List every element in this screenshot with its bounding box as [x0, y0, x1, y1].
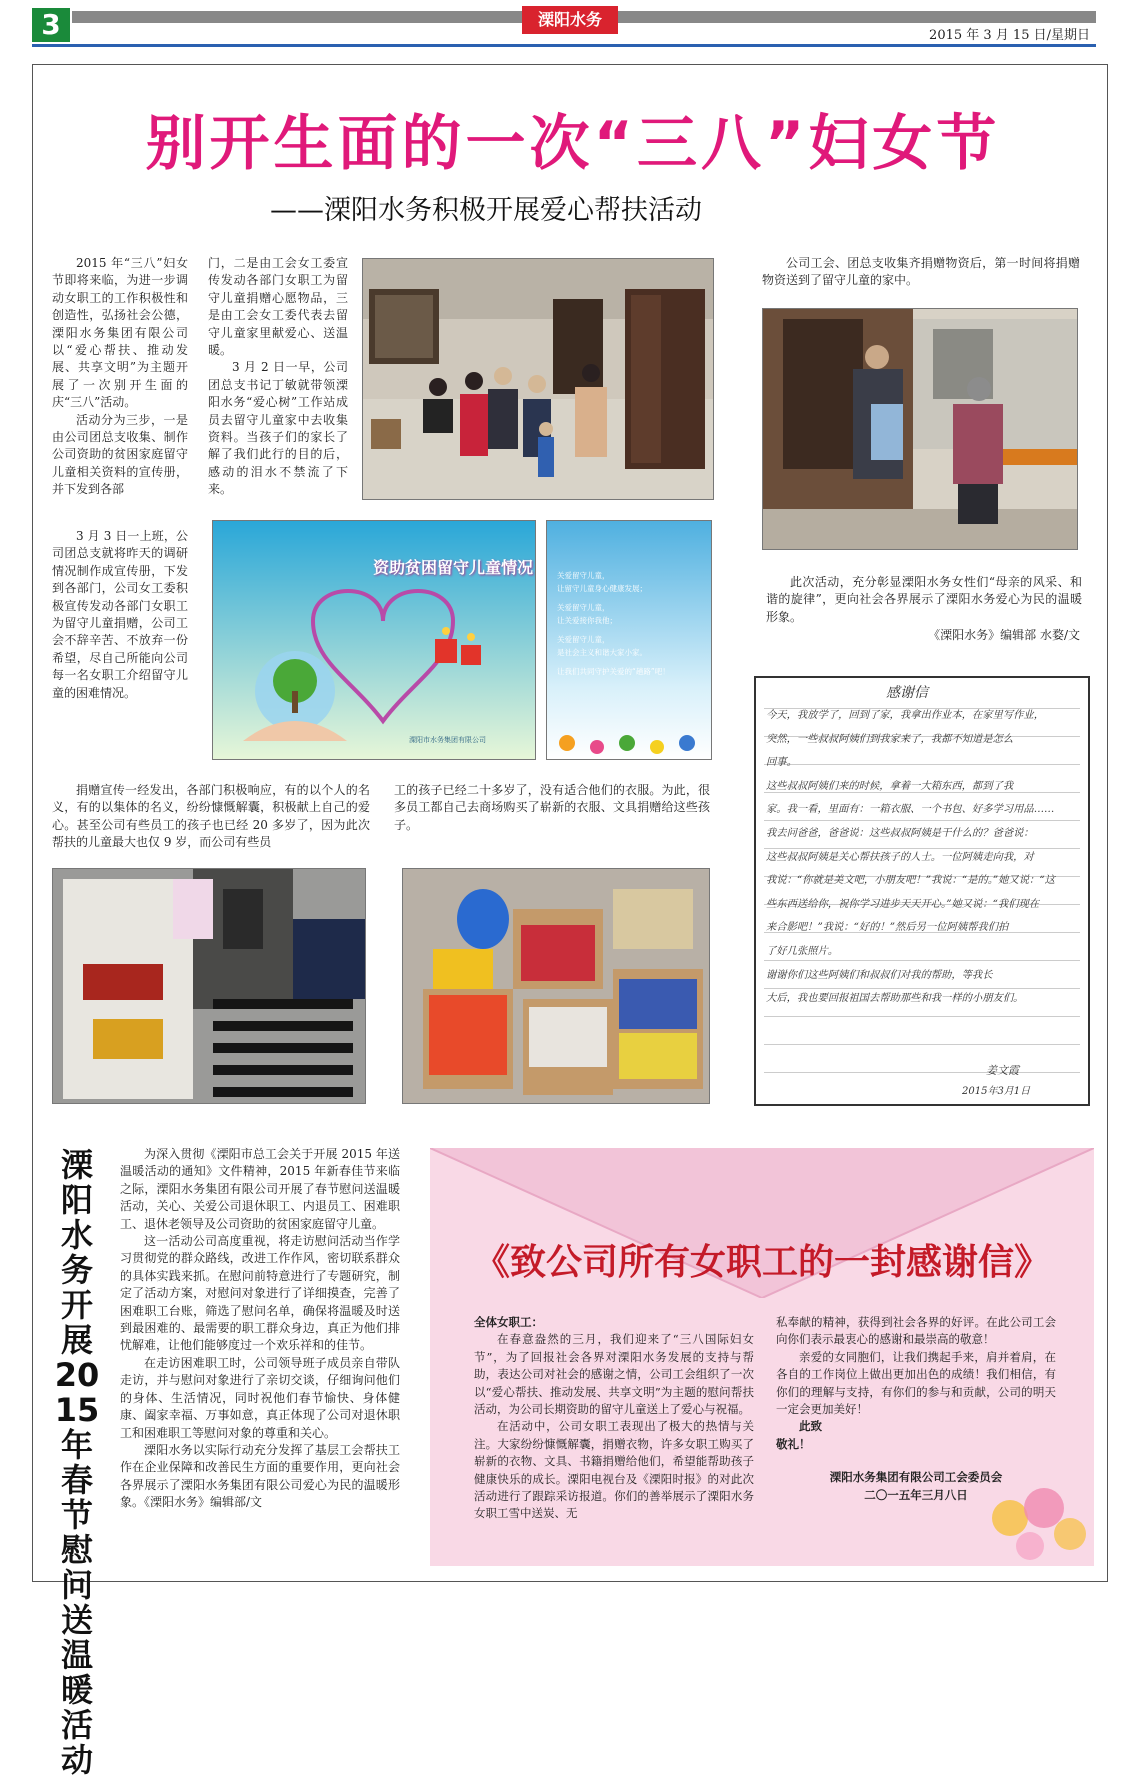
- poem-line: 关爱留守儿童，: [557, 635, 610, 644]
- letter-line: 今天，我放学了，回到了家，我拿出作业本，在家里写作业，: [766, 709, 1045, 721]
- article-mid-right: [394, 782, 710, 834]
- letter-line: 了好几张照片。: [766, 944, 839, 957]
- article-column-3: [52, 528, 188, 702]
- header-divider: [32, 44, 1096, 47]
- letter-line: 回事。: [766, 756, 797, 769]
- article-subtitle: ——溧阳水务积极开展爱心帮扶活动: [270, 195, 702, 226]
- letter-line: 突然，一些叔叔阿姨们到我家来了，我都不知道是怎么: [766, 732, 1014, 745]
- poem-line: 让关爱接你我他；: [557, 616, 617, 625]
- letter-line: 我去问爸爸，爸爸说：这些叔叔阿姨是干什么的？爸爸说：: [766, 826, 1034, 839]
- poem-line: 关爱留守儿童，: [557, 603, 610, 612]
- letter-line: 谢谢你们这些阿姨们和叔叔们对我的帮助，等我长: [766, 968, 993, 981]
- photo-donated-supplies: [402, 868, 710, 1104]
- paragraph: 在活动中，公司女职工表现出了极大的热情与关注。大家纷纷慷慨解囊，捐赠衣物，许多女职工购买了崭新的衣物、文具、书籍捐赠给他们，希望能帮助孩子健康快乐的成长。溧阳电视台及《溧阳时报》的对此次活动进行了跟踪采访报道。你们的善举展示了溧阳水务女职工雪中送炭、无: [474, 1419, 754, 1521]
- letter-signature: 姜文霞: [986, 1064, 1019, 1077]
- article-column-1: [52, 255, 188, 499]
- thank-letter-date: 二〇一五年三月八日: [864, 1487, 968, 1502]
- page-number: 3: [32, 8, 70, 42]
- article-byline: 《溧阳水务》编辑部 水婺/文: [928, 628, 1080, 642]
- thank-letter-right-column: [776, 1314, 1056, 1504]
- paragraph: 私奉献的精神，获得到社会各界的好评。在此公司工会向你们表示最衷心的感谢和最崇高的敬意！: [776, 1315, 1056, 1347]
- article-column-2: [208, 255, 348, 499]
- paragraph: 活动分为三步，一是由公司团总支收集、制作公司资助的贫困家庭留守儿童相关资料的宣传册，并下发到各部: [52, 412, 188, 497]
- article-right-closing: [766, 574, 1082, 626]
- brochure-poem: [557, 569, 707, 678]
- letter-line: 我说：“你就是美文吧，小朋友吧！”我说：“是的。”她又说：“这: [766, 874, 1055, 887]
- paragraph: 此次活动，充分彰显溧阳水务女性们“母亲的风采、和谐的旋律”，更向社会各界展示了溧阳水务爱心为民的温暖形象。: [766, 575, 1082, 624]
- letter-date: 2015年3月1日: [962, 1086, 1031, 1097]
- thank-letter-title: 《致公司所有女职工的一封感谢信》: [473, 1242, 1050, 1283]
- brochure-publisher: 溧阳市水务集团有限公司: [409, 736, 486, 744]
- thank-letter-closing-1: 此致: [799, 1419, 822, 1434]
- poem-line: 让留守儿童身心健康发展；: [557, 584, 647, 593]
- thank-letter-salutation: 全体女职工：: [474, 1315, 543, 1329]
- photo-group-at-house: [362, 258, 714, 500]
- paragraph: 工的孩子已经二十多岁了，没有适合他们的衣服。为此，很多员工都自己去商场购买了崭新的衣服、文具捐赠给这些孩子。: [394, 783, 710, 832]
- poem-line: 关爱留守儿童，: [557, 571, 610, 580]
- paragraph: 在走访困难职工时，公司领导班子成员亲自带队走访，并与慰问对象进行了亲切交谈，仔细询问他们的身体、生活情况，同时祝他们春节愉快、身体健康、阖家幸福、万事如意，真正体现了公司对退休职工和困难职工等慰问对象的尊重和关心。: [120, 1355, 400, 1440]
- photo-elderly-receiving-gifts: [762, 308, 1078, 550]
- letter-body: [766, 704, 1080, 1011]
- letter-line: 来合影吧！”我说：“好的！”然后另一位阿姨帮我们拍: [766, 921, 1009, 934]
- paragraph: 门，二是由工会女工委宣传发动各部门女职工为留守儿童捐赠心愿物品，三是由工会女工委代表去留守儿童家里献爱心、送温暖。: [208, 256, 348, 358]
- paragraph: 3 月 2 日一早，公司团总支书记丁敏就带领溧阳水务“爱心树”工作站成员去留守儿童家中去收集资料。当孩子们的家长了解了我们此行的目的后，感动的泪水不禁流了下来。: [208, 360, 348, 497]
- spring-festival-body: [120, 1146, 400, 1512]
- paragraph: 公司工会、团总支收集齐捐赠物资后，第一时间将捐赠物资送到了留守儿童的家中。: [762, 256, 1080, 288]
- paragraph: 3 月 3 日一上班，公司团总支就将昨天的调研情况制作成宣传册，下发到各部门，公司女工委积极宣传发动各部门女职工为留守儿童捐赠，公司工会不辞辛苦、不放弃一份希望，尽自己所能向公司每一名女职工介绍留守儿童的困难情况。: [52, 529, 188, 700]
- letter-line: 家。我一看，里面有：一箱衣服、一个书包、好多学习用品……: [766, 803, 1055, 816]
- article-title: 别开生面的一次“三八”妇女节: [145, 109, 1001, 179]
- masthead: 溧阳水务: [522, 6, 618, 34]
- letter-line: 些东西送给你，祝你学习进步天天开心。”她又说：“我们现在: [766, 897, 1040, 910]
- issue-date: 2015 年 3 月 15 日/星期日: [929, 28, 1090, 43]
- photo-donated-clothes: [52, 868, 366, 1104]
- paragraph: 溧阳水务以实际行动充分发挥了基层工会帮扶工作在企业保障和改善民生方面的重要作用，更向社会各界展示了溧阳水务集团有限公司爱心为民的温暖形象。《溧阳水务》编辑部/文: [120, 1442, 400, 1510]
- thank-letter-signatory: 溧阳水务集团有限公司工会委员会: [829, 1470, 1003, 1485]
- brochure-cover: [212, 520, 536, 760]
- handwritten-thank-you-letter: [754, 676, 1090, 1106]
- letter-line: 这些叔叔阿姨是关心帮扶孩子的人士。一位阿姨走向我，对: [766, 850, 1034, 863]
- thank-letter-closing-2: 敬礼！: [776, 1436, 811, 1451]
- poem-line: 让我们共同守护关爱的“趟路”吧！: [557, 667, 670, 676]
- poem-line: 是社会主义和谐大家小家。: [557, 648, 647, 657]
- letter-heading: 感谢信: [886, 685, 928, 701]
- paragraph: 亲爱的女同胞们，让我们携起手来，肩并着肩，在各自的工作岗位上做出更加出色的成绩！我们相信，有你们的理解与支持，有你们的参与和贡献，公司的明天一定会更加美好！: [776, 1349, 1056, 1417]
- paragraph: 为深入贯彻《溧阳市总工会关于开展 2015 年送温暖活动的通知》文件精神，2015 年新春佳节来临之际，溧阳水务集团有限公司开展了春节慰问送温暖活动，关心、关爱公司退休职工、内退员工、困难职工、退休老领导及公司资助的贫困家庭留守儿童。: [120, 1147, 400, 1231]
- article-mid-left: [52, 782, 370, 852]
- brochure-title: 资助贫困留守儿童情况: [373, 558, 534, 577]
- paragraph: 捐赠宣传一经发出，各部门积极响应，有的以个人的名义，有的以集体的名义，纷纷慷慨解囊，积极献上自己的爱心。甚至公司有些员工的孩子也已经 20 多岁了，因为此次帮扶的儿童最大也仅 9 岁，而公司有些员: [52, 783, 370, 850]
- paragraph: 这一活动公司高度重视，将走访慰问活动当作学习贯彻党的群众路线，改进工作作风，密切联系群众的具体实践来抓。在慰问前特意进行了专题研究，制定了活动方案，对慰问对象进行了详细摸查，完善了困难职工台账，筛选了慰问名单，确保将温暖及时送到最困难的、最需要的职工群众身边，真正为他们排忧解难，让他们能够度过一个欢乐祥和的佳节。: [120, 1234, 400, 1353]
- article-right-intro: [762, 255, 1080, 290]
- paragraph: 在春意盎然的三月，我们迎来了“三八国际妇女节”，为了回报社会各界对溧阳水务发展的支持与帮助，表达公司对社会的感谢之情，公司工会组织了一次以“爱心帮扶、推动发展、共享文明”为主题的慰问帮扶活动，为公司长期资助的留守儿童送上了爱心与祝福。: [474, 1332, 754, 1417]
- letter-line: 大后，我也要回报祖国去帮助那些和我一样的小朋友们。: [766, 992, 1024, 1005]
- spring-festival-title: 溧阳水务开展2015年春节慰问送温暖活动: [54, 1146, 100, 1779]
- letter-line: 这些叔叔阿姨们来的时候，拿着一大箱东西，都到了我: [766, 779, 1014, 792]
- brochure-inner-page: [546, 520, 712, 760]
- paragraph: 2015 年“三八”妇女节即将来临，为进一步调动女职工的工作积极性和创造性，弘扬社会公德，溧阳水务集团有限公司以“爱心帮扶、推动发展、共享文明”为主题开展了一次别开生面的庆“三八”活动。: [52, 256, 188, 410]
- thank-letter-left-column: [474, 1314, 754, 1523]
